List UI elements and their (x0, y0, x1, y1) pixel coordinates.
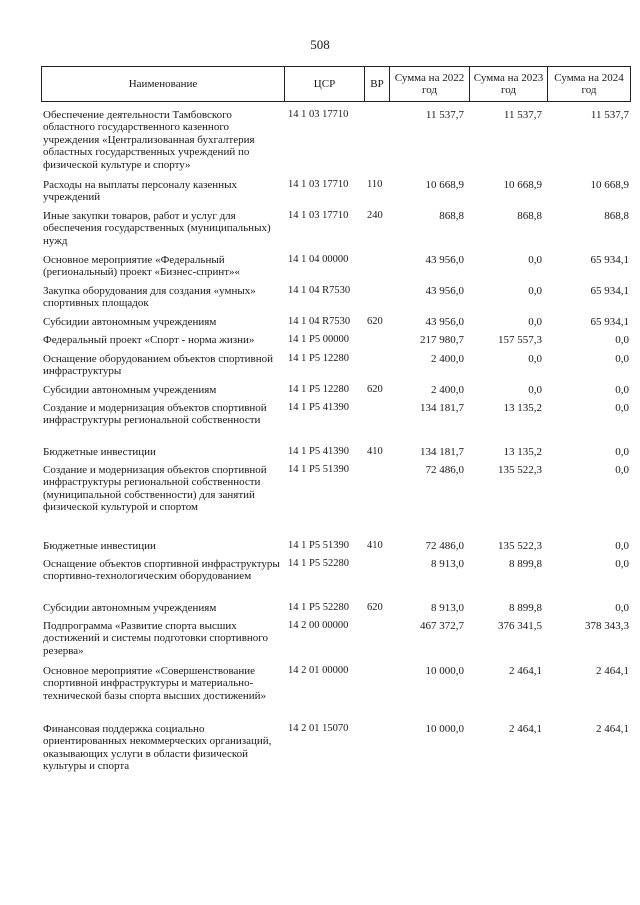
row-name: Субсидии автономным учреждениям (43, 316, 217, 328)
row-csr: 14 1 03 17710 (288, 109, 349, 120)
row-sum-2024: 0,0 (615, 602, 629, 614)
row-vr: 110 (367, 179, 383, 190)
header-name: Наименование (42, 67, 285, 101)
row-name: Обеспечение деятельности Тамбовского областного государственного казенного учреждения «Централизованная бухгалтерия областных государственных учреждений по физической культуре и спорту» (43, 109, 255, 171)
table-header (41, 66, 631, 102)
row-csr: 14 1 P5 12280 (288, 353, 349, 364)
row-sum-2022: 43 956,0 (425, 285, 464, 297)
row-sum-2022: 2 400,0 (431, 353, 464, 365)
row-sum-2023: 135 522,3 (498, 464, 542, 476)
row-sum-2022: 43 956,0 (425, 316, 464, 328)
row-vr: 240 (367, 210, 383, 221)
header-vr: ВР (365, 67, 390, 101)
table-row (41, 558, 631, 602)
row-sum-2023: 135 522,3 (498, 540, 542, 552)
row-sum-2022: 8 913,0 (431, 602, 464, 614)
table-row (41, 254, 631, 285)
row-vr: 620 (367, 316, 383, 327)
row-csr: 14 1 04 R7530 (288, 316, 351, 327)
row-name: Федеральный проект «Спорт - норма жизни» (43, 334, 255, 346)
page-number: 508 (310, 37, 330, 52)
row-csr: 14 2 00 00000 (288, 620, 349, 631)
row-sum-2023: 376 341,5 (498, 620, 542, 632)
row-csr: 14 1 P5 51390 (288, 464, 349, 475)
table-row (41, 316, 631, 334)
table-row (41, 179, 631, 210)
table-row (41, 402, 631, 446)
row-name: Оснащение объектов спортивной инфраструктуры спортивно-технологическим оборудованием (43, 558, 280, 583)
row-name: Закупка оборудования для создания «умных» спортивных площадок (43, 285, 256, 310)
table-row (41, 353, 631, 384)
row-sum-2022: 10 668,9 (425, 179, 464, 191)
row-sum-2023: 0,0 (528, 384, 542, 396)
row-sum-2023: 2 464,1 (509, 723, 542, 735)
header-csr: ЦСР (285, 67, 365, 101)
table-row (41, 723, 631, 783)
row-sum-2022: 8 913,0 (431, 558, 464, 570)
row-sum-2024: 0,0 (615, 446, 629, 458)
row-sum-2022: 72 486,0 (425, 540, 464, 552)
row-sum-2022: 134 181,7 (420, 402, 464, 414)
header-sum-2024: Сумма на 2024 год (554, 72, 624, 96)
table-row (41, 285, 631, 316)
row-sum-2023: 868,8 (517, 210, 542, 222)
row-name: Финансовая поддержка социально ориентированных некоммерческих организаций, оказывающих услуги в области физической культуры и спорта (43, 723, 272, 773)
row-vr: 410 (367, 540, 383, 551)
row-sum-2022: 2 400,0 (431, 384, 464, 396)
row-sum-2024: 0,0 (615, 540, 629, 552)
row-csr: 14 1 04 R7530 (288, 285, 351, 296)
row-sum-2022: 43 956,0 (425, 254, 464, 266)
row-sum-2024: 378 343,3 (585, 620, 629, 632)
row-sum-2023: 0,0 (528, 254, 542, 266)
row-name: Иные закупки товаров, работ и услуг для обеспечения государственных (муниципальных) нужд (43, 210, 271, 247)
row-sum-2024: 11 537,7 (590, 109, 629, 121)
row-name: Бюджетные инвестиции (43, 540, 156, 552)
row-sum-2024: 65 934,1 (590, 285, 629, 297)
row-sum-2024: 0,0 (615, 464, 629, 476)
row-name: Основное мероприятие «Федеральный (региональный) проект «Бизнес-спринт»« (43, 254, 241, 279)
row-name: Основное мероприятие «Совершенствование спортивной инфраструктуры и материально-технической базы спорта высших достижений» (43, 665, 266, 702)
table-row (41, 109, 631, 179)
row-sum-2023: 2 464,1 (509, 665, 542, 677)
table-row (41, 464, 631, 540)
table-row (41, 334, 631, 353)
row-sum-2024: 868,8 (604, 210, 629, 222)
row-sum-2024: 0,0 (615, 384, 629, 396)
row-sum-2022: 10 000,0 (425, 665, 464, 677)
row-sum-2024: 2 464,1 (596, 665, 629, 677)
row-vr: 620 (367, 602, 383, 613)
row-csr: 14 2 01 00000 (288, 665, 349, 676)
row-sum-2023: 13 135,2 (503, 446, 542, 458)
row-sum-2024: 65 934,1 (590, 316, 629, 328)
row-sum-2023: 8 899,8 (509, 558, 542, 570)
row-name: Создание и модернизация объектов спортивной инфраструктуры региональной собственности (43, 402, 267, 427)
table-row (41, 602, 631, 620)
row-name: Подпрограмма «Развитие спорта высших достижений и системы подготовки спортивного резерва» (43, 620, 269, 657)
row-name: Бюджетные инвестиции (43, 446, 156, 458)
table-row (41, 210, 631, 254)
row-csr: 14 1 P5 12280 (288, 384, 349, 395)
row-sum-2023: 11 537,7 (503, 109, 542, 121)
table-row (41, 665, 631, 723)
row-sum-2022: 217 980,7 (420, 334, 464, 346)
row-name: Субсидии автономным учреждениям (43, 384, 217, 396)
row-csr: 14 1 P5 52280 (288, 602, 349, 613)
row-sum-2024: 10 668,9 (590, 179, 629, 191)
row-csr: 14 1 03 17710 (288, 210, 349, 221)
row-sum-2022: 134 181,7 (420, 446, 464, 458)
row-csr: 14 1 P5 00000 (288, 334, 349, 345)
row-vr: 410 (367, 446, 383, 457)
budget-table (41, 66, 631, 783)
row-sum-2024: 0,0 (615, 353, 629, 365)
row-sum-2023: 13 135,2 (503, 402, 542, 414)
row-sum-2023: 157 557,3 (498, 334, 542, 346)
table-row (41, 446, 631, 464)
row-csr: 14 2 01 15070 (288, 723, 349, 734)
row-sum-2022: 10 000,0 (425, 723, 464, 735)
row-csr: 14 1 P5 41390 (288, 446, 349, 457)
header-sum-2022: Сумма на 2022 год (390, 67, 470, 101)
row-sum-2022: 467 372,7 (420, 620, 464, 632)
row-csr: 14 1 03 17710 (288, 179, 349, 190)
row-csr: 14 1 P5 41390 (288, 402, 349, 413)
row-sum-2023: 8 899,8 (509, 602, 542, 614)
header-sum-2023: Сумма на 2023 год (470, 67, 548, 101)
row-sum-2024: 2 464,1 (596, 723, 629, 735)
table-row (41, 620, 631, 665)
row-sum-2024: 65 934,1 (590, 254, 629, 266)
row-name: Оснащение оборудованием объектов спортивной инфраструктуры (43, 353, 273, 378)
row-vr: 620 (367, 384, 383, 395)
row-sum-2023: 10 668,9 (503, 179, 542, 191)
row-csr: 14 1 P5 52280 (288, 558, 349, 569)
row-sum-2023: 0,0 (528, 316, 542, 328)
row-name: Субсидии автономным учреждениям (43, 602, 217, 614)
row-sum-2024: 0,0 (615, 402, 629, 414)
row-sum-2024: 0,0 (615, 334, 629, 346)
row-sum-2022: 11 537,7 (425, 109, 464, 121)
row-csr: 14 1 04 00000 (288, 254, 349, 265)
row-name: Расходы на выплаты персоналу казенных учреждений (43, 179, 237, 204)
row-csr: 14 1 P5 51390 (288, 540, 349, 551)
row-name: Создание и модернизация объектов спортивной инфраструктуры региональной собственности (муниципальной собственности) для занятий физической культурой и спортом (43, 464, 267, 514)
table-row (41, 384, 631, 402)
row-sum-2023: 0,0 (528, 285, 542, 297)
row-sum-2022: 72 486,0 (425, 464, 464, 476)
row-sum-2023: 0,0 (528, 353, 542, 365)
table-row (41, 540, 631, 558)
row-sum-2024: 0,0 (615, 558, 629, 570)
row-sum-2022: 868,8 (439, 210, 464, 222)
